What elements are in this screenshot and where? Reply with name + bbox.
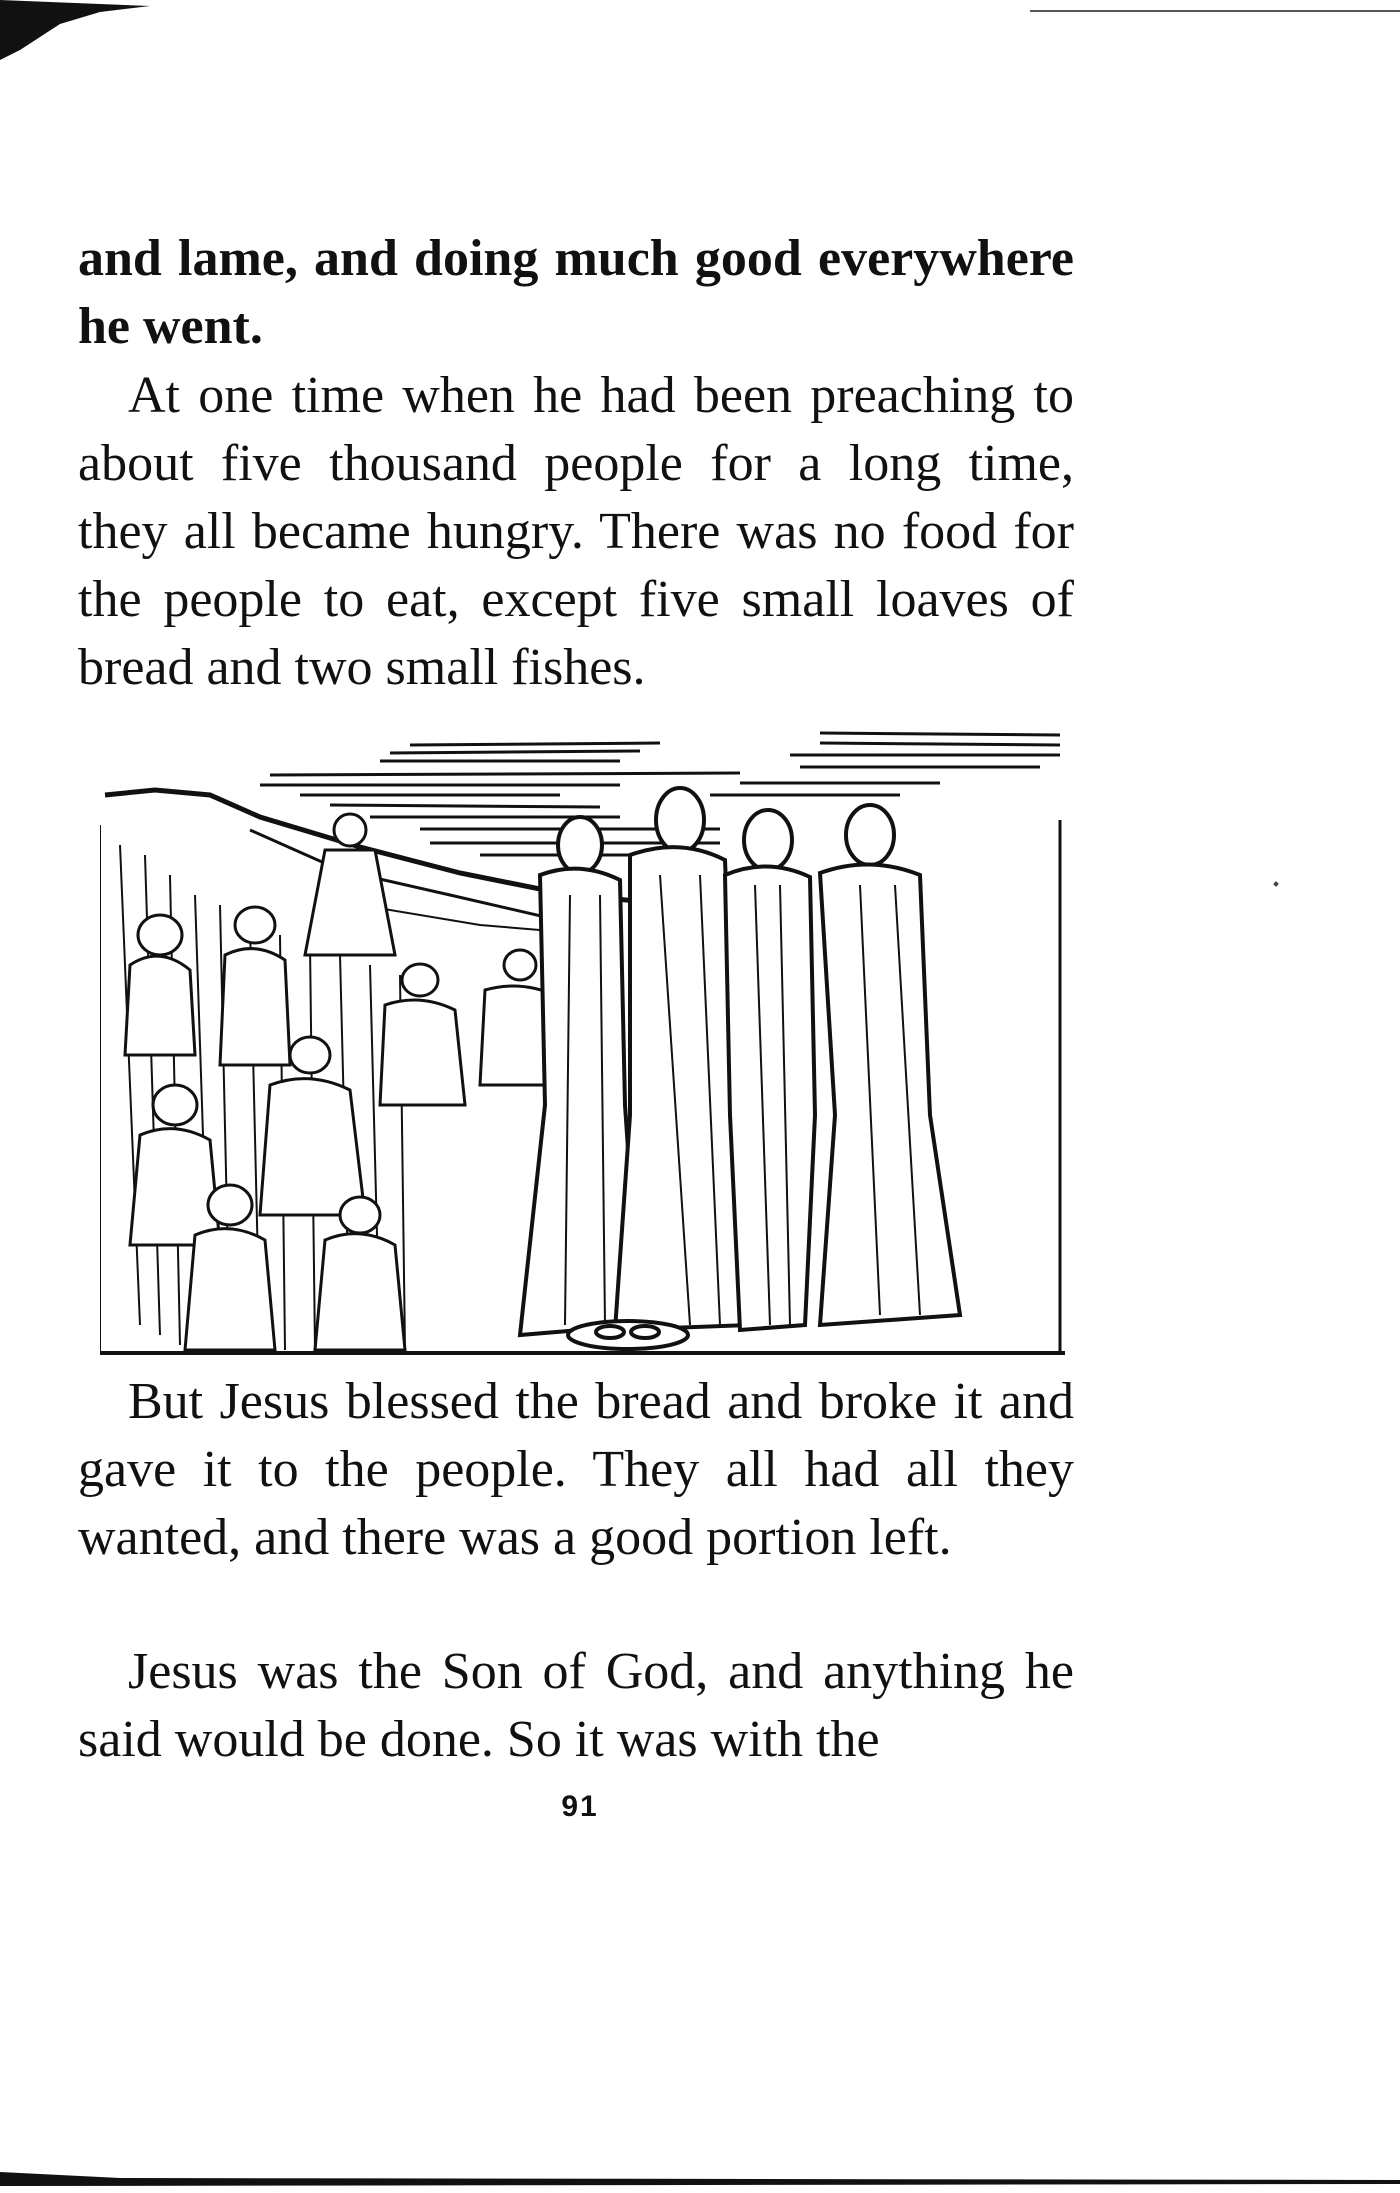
top-edge-rule [1030,10,1400,12]
paragraph-blessing: But Jesus blessed the bread and broke it and gave it to the people. They all had all they wanted, and there was a good portion left. [78,1373,1074,1566]
page-corner-scan-mark [0,0,150,60]
stray-ink-mark [1273,881,1279,887]
feeding-five-thousand-illustration [100,725,1065,1355]
page-number: 91 [561,1790,599,1823]
bottom-edge-rule [0,2172,1400,2186]
paragraph-continuation: and lame, and doing much good everywhere he went. [78,230,1074,355]
basket-of-bread [568,1321,688,1349]
paragraph-son-of-god: Jesus was the Son of God, and anything he said would be done. So it was with the [78,1643,1074,1768]
paragraph-preaching: At one time when he had been preaching to about five thousand people for a long time, they all became hungry. There was no food for the people to eat, except five small loaves of bread and two small fishes. [78,367,1074,696]
